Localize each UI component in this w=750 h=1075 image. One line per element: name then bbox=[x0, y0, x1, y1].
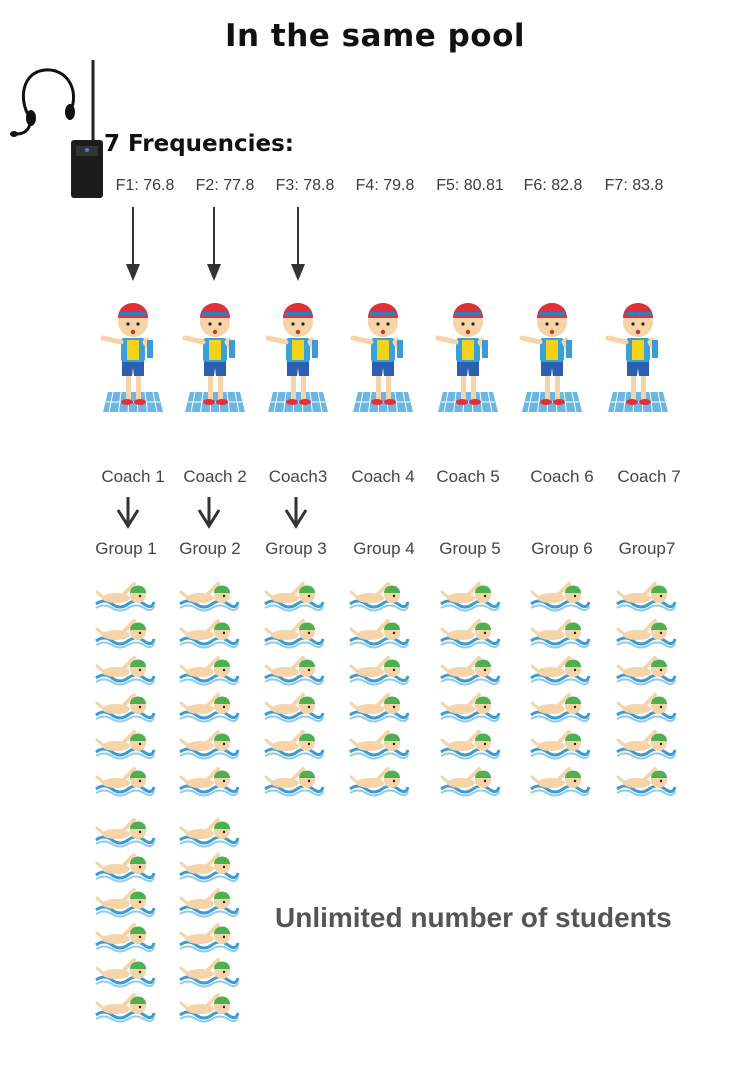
student-swimmer-icon bbox=[96, 890, 154, 917]
group-label: Group 5 bbox=[439, 539, 501, 558]
coach-label: Coach 2 bbox=[183, 467, 247, 486]
student-swimmer-icon bbox=[96, 658, 154, 685]
student-swimmer-icon bbox=[441, 695, 499, 722]
group-label: Group 6 bbox=[531, 539, 593, 558]
student-swimmer-icon bbox=[350, 695, 408, 722]
student-swimmer-icon bbox=[96, 732, 154, 759]
student-swimmer-icon bbox=[441, 732, 499, 759]
student-swimmer-icon bbox=[96, 925, 154, 952]
student-swimmer-icon bbox=[350, 584, 408, 611]
student-swimmer-icon bbox=[96, 960, 154, 987]
student-swimmer-icon bbox=[441, 621, 499, 648]
student-swimmer-icon bbox=[96, 621, 154, 648]
coach-label: Coach 6 bbox=[530, 467, 594, 486]
frequency-label: F2: 77.8 bbox=[195, 177, 255, 194]
student-swimmer-icon bbox=[180, 584, 238, 611]
student-swimmer-icon bbox=[180, 658, 238, 685]
student-swimmer-icon bbox=[180, 769, 238, 796]
group-label: Group 1 bbox=[95, 539, 157, 558]
student-swimmer-icon bbox=[265, 732, 323, 759]
frequency-label: F6: 82.8 bbox=[523, 177, 583, 194]
student-swimmer-icon bbox=[180, 732, 238, 759]
student-swimmer-icon bbox=[531, 584, 589, 611]
student-swimmer-icon bbox=[96, 820, 154, 847]
student-swimmer-icon bbox=[180, 621, 238, 648]
student-swimmer-icon bbox=[531, 732, 589, 759]
student-swimmer-icon bbox=[617, 584, 675, 611]
frequency-label: F1: 76.8 bbox=[115, 177, 175, 194]
student-swimmer-icon bbox=[96, 995, 154, 1022]
frequency-label: F4: 79.8 bbox=[355, 177, 415, 194]
student-swimmer-icon bbox=[96, 584, 154, 611]
student-swimmer-icon bbox=[180, 695, 238, 722]
student-swimmer-icon bbox=[617, 769, 675, 796]
student-swimmer-icon bbox=[531, 621, 589, 648]
student-swimmer-icon bbox=[265, 621, 323, 648]
frequency-arrowhead bbox=[207, 264, 221, 281]
student-swimmer-icon bbox=[350, 769, 408, 796]
student-swimmer-icon bbox=[531, 658, 589, 685]
student-swimmer-icon bbox=[180, 855, 238, 882]
group-label: Group 4 bbox=[353, 539, 415, 558]
frequency-label: F3: 78.8 bbox=[275, 177, 335, 194]
student-swimmer-icon bbox=[96, 769, 154, 796]
coach-figure bbox=[103, 303, 163, 412]
frequency-arrowhead bbox=[291, 264, 305, 281]
student-swimmer-icon bbox=[350, 621, 408, 648]
student-swimmer-icon bbox=[531, 695, 589, 722]
student-swimmer-icon bbox=[265, 695, 323, 722]
student-swimmer-icon bbox=[531, 769, 589, 796]
student-swimmer-icon bbox=[441, 769, 499, 796]
student-swimmer-icon bbox=[441, 658, 499, 685]
coach-figure bbox=[438, 303, 498, 412]
group-label: Group7 bbox=[618, 539, 676, 558]
coach-figure bbox=[608, 303, 668, 412]
coach-label: Coach 4 bbox=[351, 467, 415, 486]
student-swimmer-icon bbox=[180, 960, 238, 987]
coach-label: Coach 7 bbox=[617, 467, 681, 486]
coach-figure bbox=[268, 303, 328, 412]
student-swimmer-icon bbox=[617, 695, 675, 722]
coach-label: Coach 5 bbox=[436, 467, 500, 486]
coach-label: Coach 1 bbox=[101, 467, 165, 486]
frequency-label: F7: 83.8 bbox=[604, 177, 664, 194]
student-swimmer-icon bbox=[96, 855, 154, 882]
page-title: In the same pool bbox=[224, 18, 525, 54]
student-swimmer-icon bbox=[265, 658, 323, 685]
student-swimmer-icon bbox=[350, 658, 408, 685]
student-swimmer-icon bbox=[617, 621, 675, 648]
coach-label: Coach3 bbox=[268, 467, 328, 486]
student-swimmer-icon bbox=[96, 695, 154, 722]
student-swimmer-icon bbox=[265, 769, 323, 796]
student-swimmer-icon bbox=[180, 925, 238, 952]
unlimited-students-note: Unlimited number of students bbox=[275, 902, 672, 933]
coach-figure bbox=[185, 303, 245, 412]
student-swimmer-icon bbox=[441, 584, 499, 611]
coach-figure bbox=[522, 303, 582, 412]
group-label: Group 2 bbox=[179, 539, 241, 558]
student-swimmer-icon bbox=[180, 890, 238, 917]
student-swimmer-icon bbox=[617, 658, 675, 685]
frequencies-heading: 7 Frequencies: bbox=[104, 131, 295, 157]
group-label: Group 3 bbox=[265, 539, 327, 558]
student-swimmer-icon bbox=[180, 820, 238, 847]
frequency-arrowhead bbox=[126, 264, 140, 281]
student-swimmer-icon bbox=[265, 584, 323, 611]
frequency-label: F5: 80.81 bbox=[436, 177, 504, 194]
student-swimmer-icon bbox=[617, 732, 675, 759]
student-swimmer-icon bbox=[350, 732, 408, 759]
coach-figure bbox=[353, 303, 413, 412]
student-swimmer-icon bbox=[180, 995, 238, 1022]
